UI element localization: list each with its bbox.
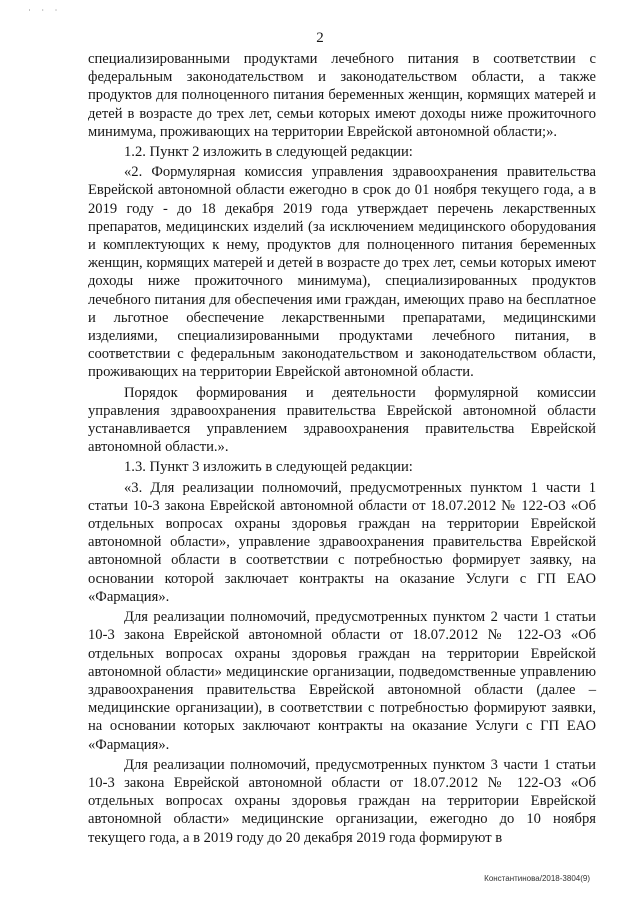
paragraph-8: Для реализации полномочий, предусмотренных пунктом 3 части 1 статьи 10-3 закона Еврейской автономной области от 18.07.2012 № 122-ОЗ «Об отдельных вопросах охраны здоровья граждан на территории Еврейской автономной области» медицинские организации, ежегодно до 10 ноября текущего года, а в 2019 году до 20 декабря 2019 года формируют в [88, 756, 596, 846]
paragraph-6: «3. Для реализации полномочий, предусмотренных пунктом 1 части 1 статьи 10-3 закона Еврейской автономной области от 18.07.2012 № 122-ОЗ «Об отдельных вопросах охраны здоровья граждан на территории Еврейской автономной области», управление здравоохранения правительства Еврейской автономной области в соответствии с потребностью формирует заявку, на основании которой заключает контракты на оказание Услуги с ГП ЕАО «Фармация». [88, 479, 596, 605]
paragraph-7: Для реализации полномочий, предусмотренных пунктом 2 части 1 статьи 10-3 закона Еврейской автономной области от 18.07.2012 № 122-ОЗ «Об отдельных вопросах охраны здоровья граждан на территории Еврейской автономной области» медицинские организации, подведомственные управлению здравоохранения правительства Еврейской автономной области (далее – медицинские организации), в соответствии с потребностью формируют заявки, на основании которых заключают контракты на оказание Услуги с ГП ЕАО «Фармация». [88, 609, 596, 753]
document-code: Константинова/2018-3804(9) [484, 874, 590, 883]
paragraph-4: Порядок формирования и деятельности формулярной комиссии управления здравоохранения правительства Еврейской автономной области устанавливается управлением здравоохранения правительства Еврейской автономной области.». [88, 384, 596, 456]
paragraph-2: 1.2. Пункт 2 изложить в следующей редакции: [124, 144, 413, 161]
page-number: 2 [316, 30, 324, 46]
paragraph-3: «2. Формулярная комиссия управления здравоохранения правительства Еврейской автономной области ежегодно в срок до 01 ноября текущего года, а в 2019 году - до 18 декабря 2019 года утверждает перечень лекарственных препаратов, медицинских изделий (за исключением медицинского оборудования и комплектующих к нему, продуктов для полноценного питания беременных женщин, кормящих матерей и детей в возрасте до трех лет, семьи которых имеют доходы ниже прожиточного минимума), специализированных продуктов лечебного питания для обеспечения ими граждан, имеющих право на бесплатное и льготное обеспечение лекарственными препаратами, медицинскими изделиями, специализированными продуктами лечебного питания, в соответствии с федеральным законодательством и законодательством области, проживающих на территории Еврейской автономной области. [88, 164, 596, 381]
paragraph-1: специализированными продуктами лечебного питания в соответствии с федеральным законодательством и законодательством области, а также продуктов для полноценного питания беременных женщин, кормящих матерей и детей в возрасте до трех лет, семьи которых имеют доходы ниже прожиточного минимума, проживающих на территории Еврейской автономной области;». [88, 51, 596, 140]
scan-marks: ˙ ˙ ˙ [28, 8, 62, 18]
document-body [88, 50, 596, 847]
paragraph-5: 1.3. Пункт 3 изложить в следующей редакции: [124, 459, 413, 476]
